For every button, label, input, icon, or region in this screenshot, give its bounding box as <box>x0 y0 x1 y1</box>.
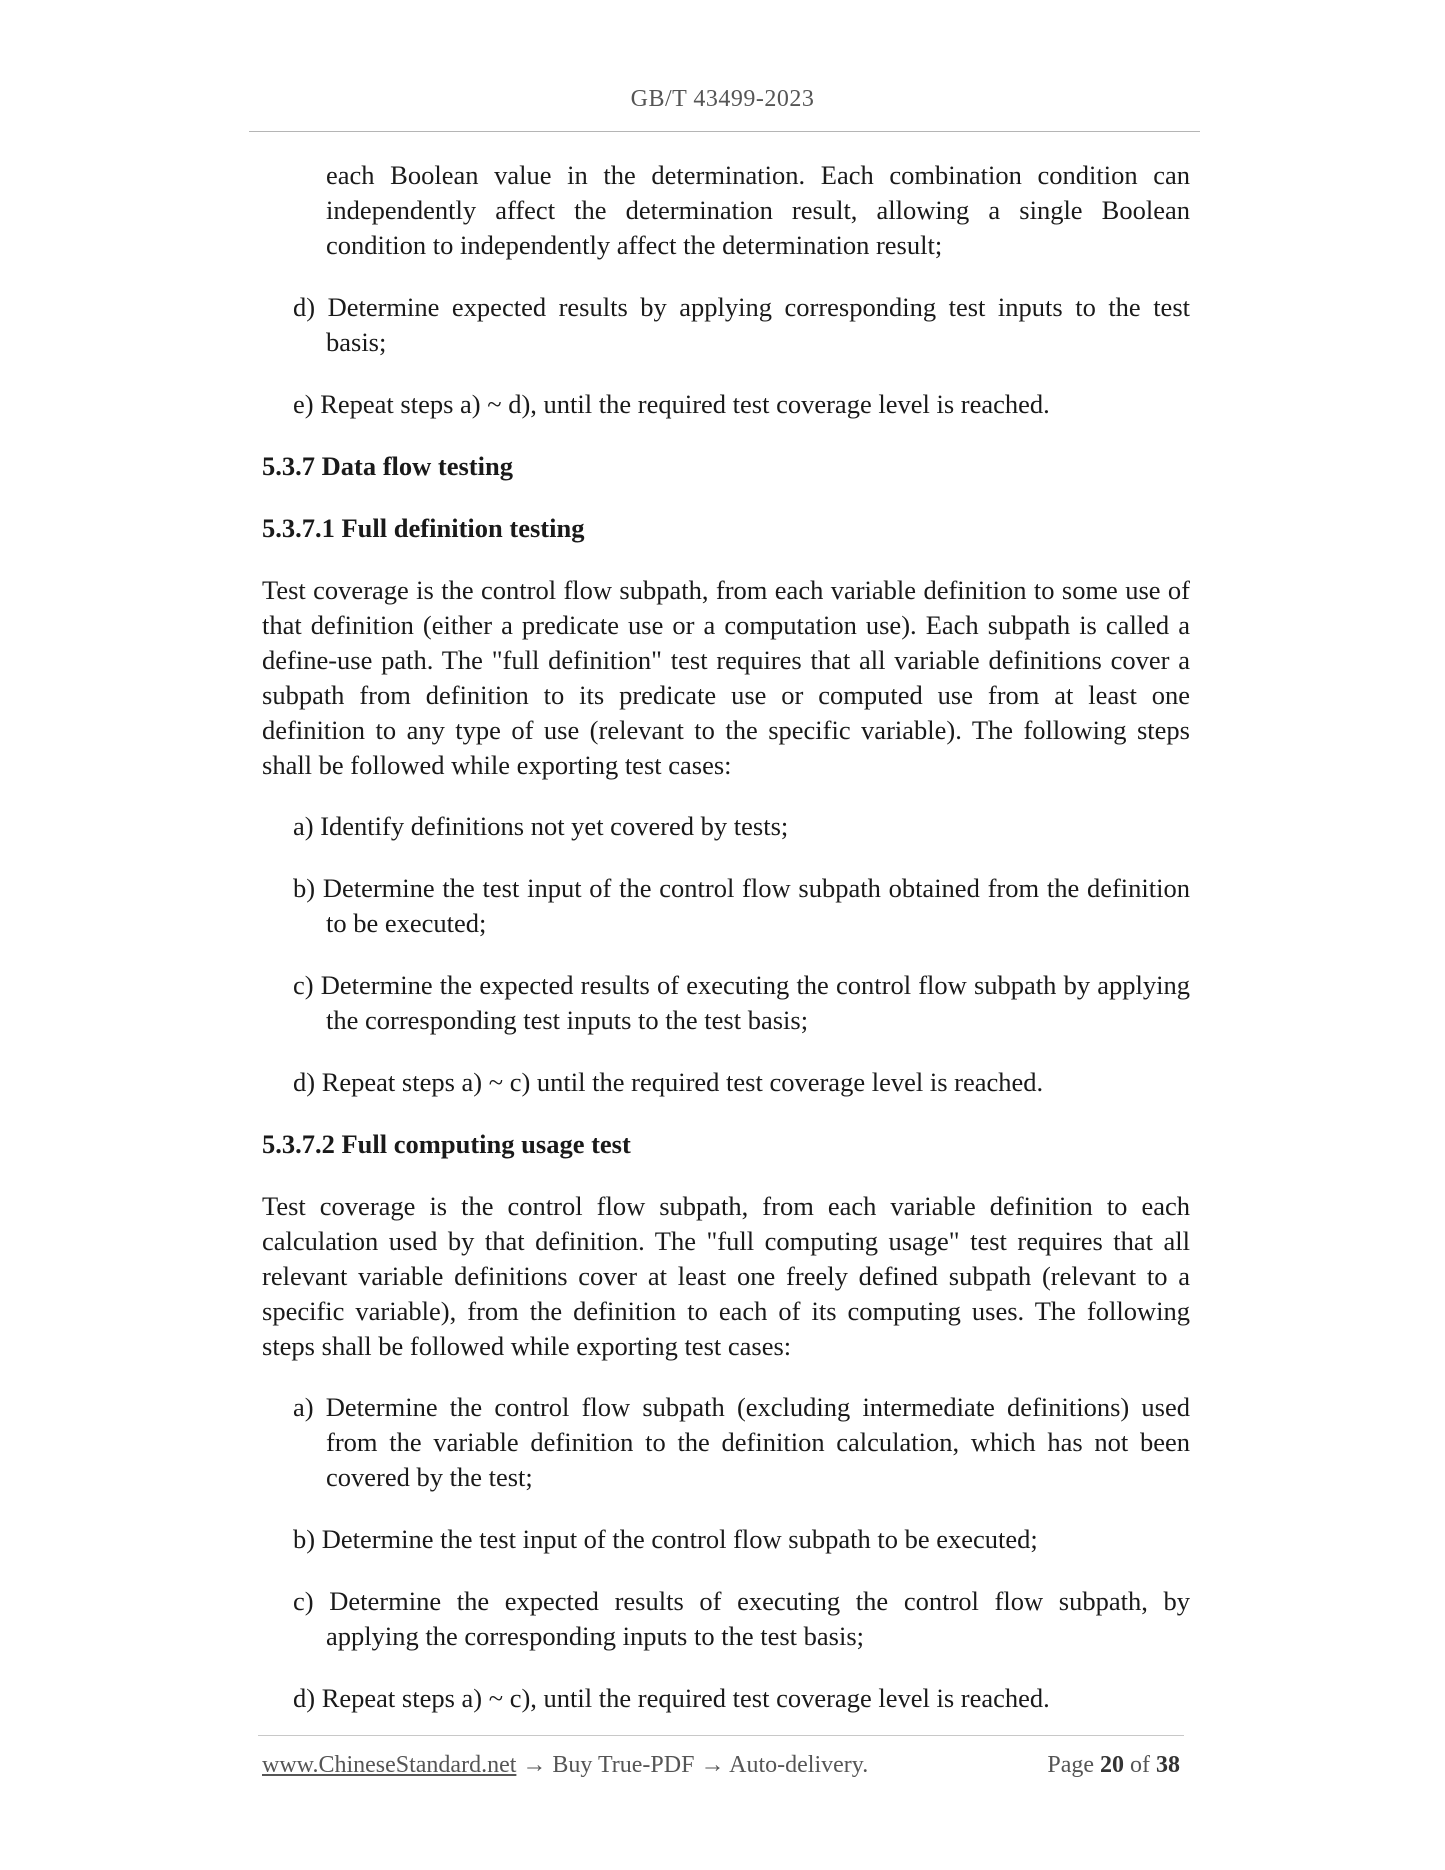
arrow-right-icon: → <box>700 1752 725 1778</box>
paragraph: Test coverage is the control flow subpath, from each variable definition to each calculation used by that definition. The "full computing usage" test requires that all relevant variable definitions cover at least one freely defined subpath (relevant to a specific variable), from the definition to each of its computing uses. The following steps shall be followed while exporting test cases: <box>262 1191 1190 1361</box>
current-page-number: 20 <box>1100 1752 1124 1778</box>
list-item: c) Determine the expected results of executing the control flow subpath, by applying the corresponding inputs to the test basis; <box>293 1586 1190 1651</box>
list-item: e) Repeat steps a) ~ d), until the required test coverage level is reached. <box>293 389 1050 419</box>
list-item: c) Determine the expected results of executing the control flow subpath by applying the corresponding test inputs to the test basis; <box>293 970 1190 1035</box>
buy-pdf-text: Buy True-PDF <box>552 1752 695 1778</box>
footer-divider <box>258 1735 1184 1736</box>
section-heading-5-3-7-2: 5.3.7.2 Full computing usage test <box>262 1129 631 1159</box>
list-item: b) Determine the test input of the control flow subpath to be executed; <box>293 1524 1038 1554</box>
list-item-continuation: each Boolean value in the determination. Each combination condition can independently affect the determination result, allowing a single Boolean condition to independently affect the determination result; <box>326 160 1190 260</box>
section-heading-5-3-7: 5.3.7 Data flow testing <box>262 451 513 481</box>
site-link[interactable]: www.ChineseStandard.net <box>262 1752 517 1778</box>
header-divider <box>249 131 1200 132</box>
page-content <box>262 158 1190 1716</box>
list-item: b) Determine the test input of the control flow subpath obtained from the definition to be executed; <box>293 873 1190 938</box>
total-page-number: 38 <box>1156 1752 1180 1778</box>
section-heading-5-3-7-1: 5.3.7.1 Full definition testing <box>262 513 585 543</box>
list-item: a) Determine the control flow subpath (excluding intermediate definitions) used from the variable definition to the definition calculation, which has not been covered by the test; <box>293 1392 1190 1492</box>
list-item: a) Identify definitions not yet covered by tests; <box>293 811 789 841</box>
paragraph: Test coverage is the control flow subpath, from each variable definition to some use of that definition (either a predicate use or a computation use). Each subpath is called a define-use path. The "full definition" test requires that all variable definitions cover a subpath from definition to its predicate use or computed use from at least one definition to any type of use (relevant to the specific variable). The following steps shall be followed while exporting test cases: <box>262 575 1190 780</box>
page-label: Page <box>1047 1752 1094 1778</box>
page-indicator <box>1047 1752 1180 1779</box>
auto-delivery-text: Auto-delivery. <box>729 1752 869 1778</box>
document-id-header: GB/T 43499-2023 <box>630 86 815 112</box>
list-item: d) Repeat steps a) ~ c), until the required test coverage level is reached. <box>293 1683 1050 1713</box>
arrow-right-icon: → <box>522 1752 547 1778</box>
list-item: d) Repeat steps a) ~ c) until the required test coverage level is reached. <box>293 1067 1044 1097</box>
of-label: of <box>1130 1752 1150 1778</box>
footer-links <box>262 1752 868 1779</box>
list-item: d) Determine expected results by applying corresponding test inputs to the test basis; <box>293 292 1190 357</box>
